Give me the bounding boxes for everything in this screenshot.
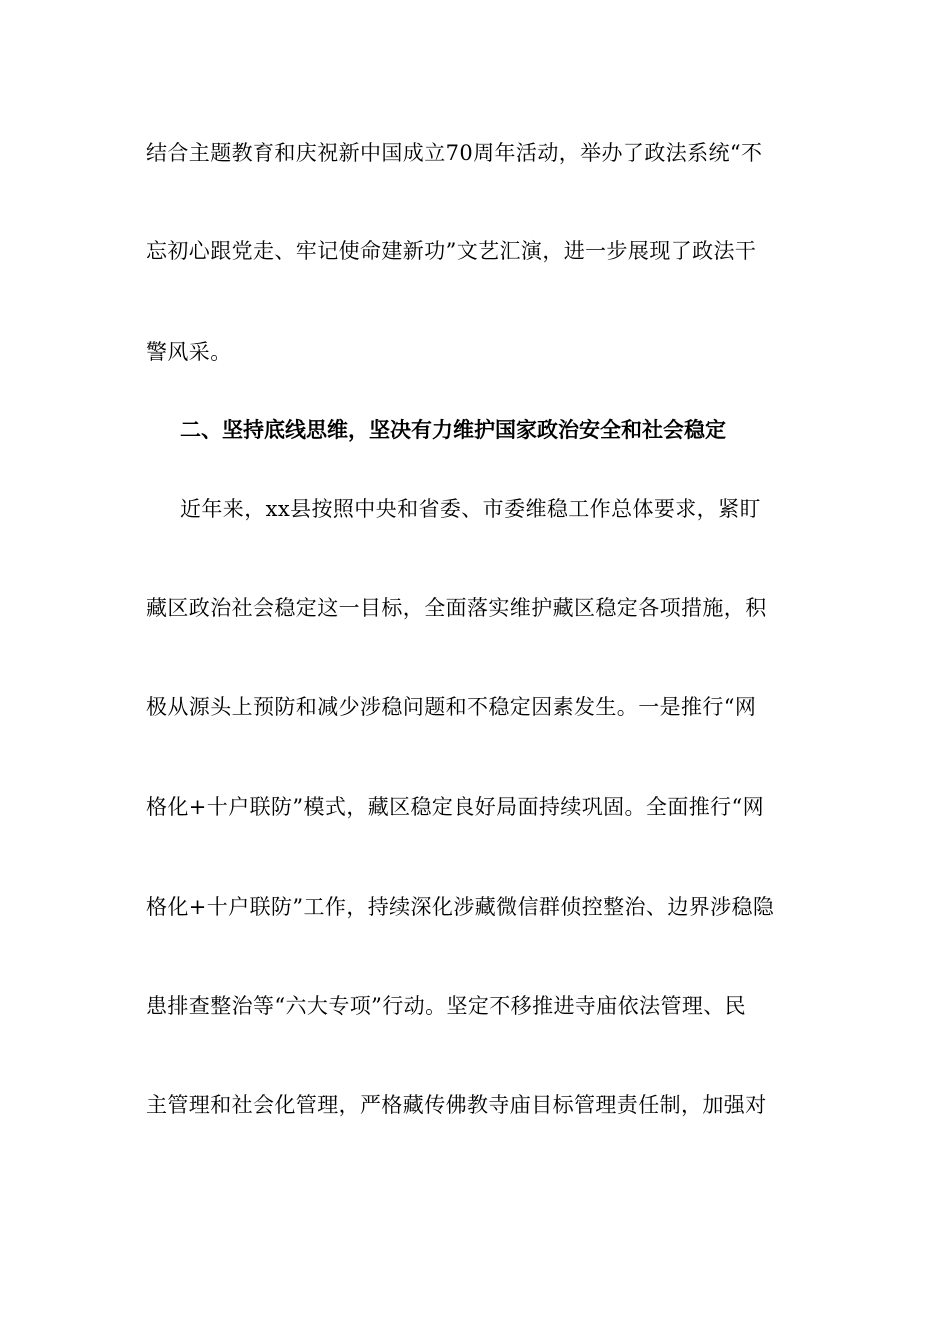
section-heading-2: 二、坚持底线思维，坚决有力维护国家政治安全和社会稳定 bbox=[180, 418, 726, 442]
paragraph-2-line-3: 极从源头上预防和减少涉稳问题和不稳定因素发生。一是推行“网 bbox=[146, 695, 757, 719]
paragraph-2-line-1: 近年来，xx县按照中央和省委、市委维稳工作总体要求，紧盯 bbox=[180, 497, 761, 521]
paragraph-2-line-4: 格化+十户联防”模式，藏区稳定良好局面持续巩固。全面推行“网 bbox=[146, 795, 765, 819]
paragraph-1-line-3: 警风采。 bbox=[146, 340, 232, 364]
paragraph-1-line-2: 忘初心跟党走、牢记使命建新功”文艺汇演，进一步展现了政法干 bbox=[146, 239, 757, 263]
paragraph-2-line-5: 格化+十户联防”工作，持续深化涉藏微信群侦控整治、边界涉稳隐 bbox=[146, 895, 775, 919]
paragraph-2-line-2: 藏区政治社会稳定这一目标，全面落实维护藏区稳定各项措施，积 bbox=[146, 596, 767, 620]
paragraph-1-line-1: 结合主题教育和庆祝新中国成立70周年活动，举办了政法系统“不 bbox=[146, 141, 763, 165]
paragraph-2-line-6: 患排查整治等“六大专项”行动。坚定不移推进寺庙依法管理、民 bbox=[146, 994, 747, 1018]
paragraph-2-line-7: 主管理和社会化管理，严格藏传佛教寺庙目标管理责任制，加强对 bbox=[146, 1093, 767, 1117]
